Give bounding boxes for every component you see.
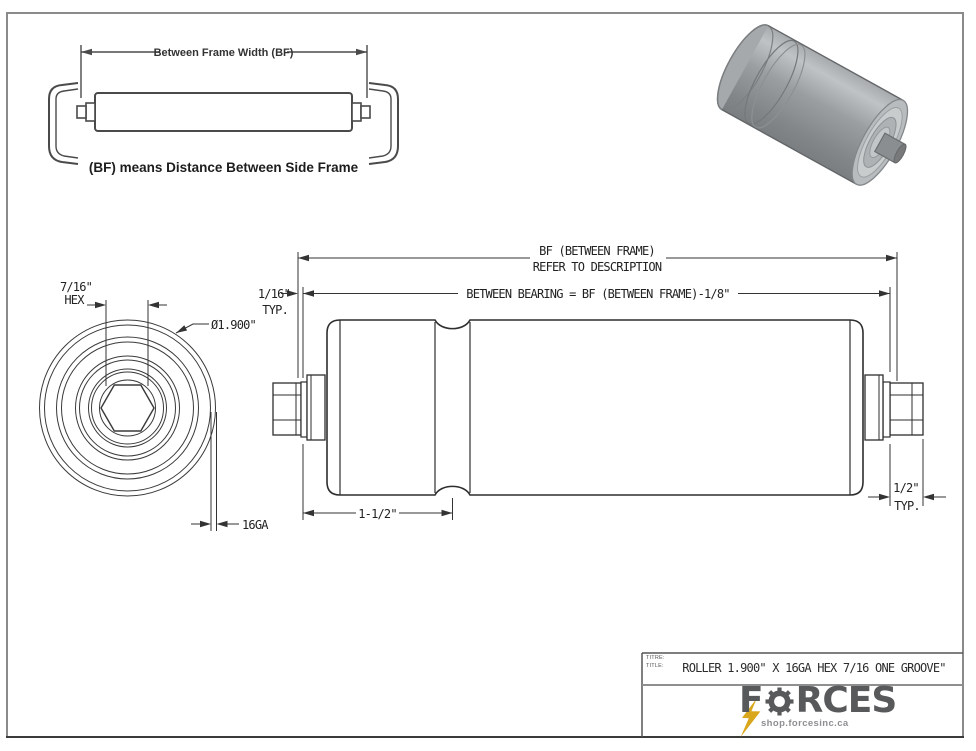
roller-body <box>95 93 352 131</box>
bf-explanation-diagram <box>49 45 398 175</box>
diameter-label: Ø1.900" <box>211 318 256 332</box>
gear-icon <box>764 686 795 717</box>
title-label-fr: TITRE: <box>646 655 665 661</box>
logo-letter-f: F <box>739 680 763 721</box>
right-bearing <box>865 375 883 440</box>
bf-dim-line2: REFER TO DESCRIPTION <box>532 260 662 274</box>
hex-size-label: 7/16" <box>59 280 93 294</box>
shaft-extension-dimension <box>868 439 946 513</box>
gauge-label: 16GA <box>242 518 268 532</box>
roller-tube <box>327 320 863 495</box>
title-label-en: TITLE: <box>646 663 664 669</box>
forces-logo <box>739 680 897 721</box>
right-side-frame <box>369 83 398 164</box>
shaft-ext-label: 1/2" <box>893 481 919 495</box>
gauge-dimension <box>191 412 269 532</box>
drawing-title: ROLLER 1.900" X 16GA HEX 7/16 ONE GROOVE" <box>682 661 946 675</box>
logo-letters-rces: RCES <box>795 680 897 721</box>
roller-3d-render <box>707 17 926 197</box>
bf-width-label: Between Frame Width (BF) <box>153 47 294 59</box>
roller-side-view <box>273 320 923 495</box>
left-washer <box>301 382 307 437</box>
hex-dimension <box>60 280 167 386</box>
shaft-ext-typ-label: TYP. <box>894 499 920 513</box>
arrowhead <box>81 49 92 56</box>
right-washer <box>883 382 890 437</box>
groove-offset-label: 1-1/2" <box>358 507 397 521</box>
end-gap-dimension <box>258 287 298 317</box>
left-hex-shaft <box>273 383 301 435</box>
bf-caption: (BF) means Distance Between Side Frame <box>88 160 359 175</box>
hex-word-label: HEX <box>64 293 84 307</box>
website-link[interactable]: shop.forcesinc.ca <box>761 718 849 729</box>
arrowhead <box>356 49 367 56</box>
left-bearing <box>307 375 325 440</box>
diameter-callout <box>176 318 256 333</box>
right-hex-shaft <box>890 383 923 435</box>
left-side-frame <box>49 83 78 164</box>
roller-end-view <box>40 320 216 496</box>
hex-bore <box>101 385 154 431</box>
between-bearing-label: BETWEEN BEARING = BF (BETWEEN FRAME)-1/8" <box>466 287 730 301</box>
bf-dim-line1: BF (BETWEEN FRAME) <box>539 244 655 258</box>
end-gap-typ-label: TYP. <box>262 303 288 317</box>
end-gap-label: 1/16" <box>257 287 290 301</box>
